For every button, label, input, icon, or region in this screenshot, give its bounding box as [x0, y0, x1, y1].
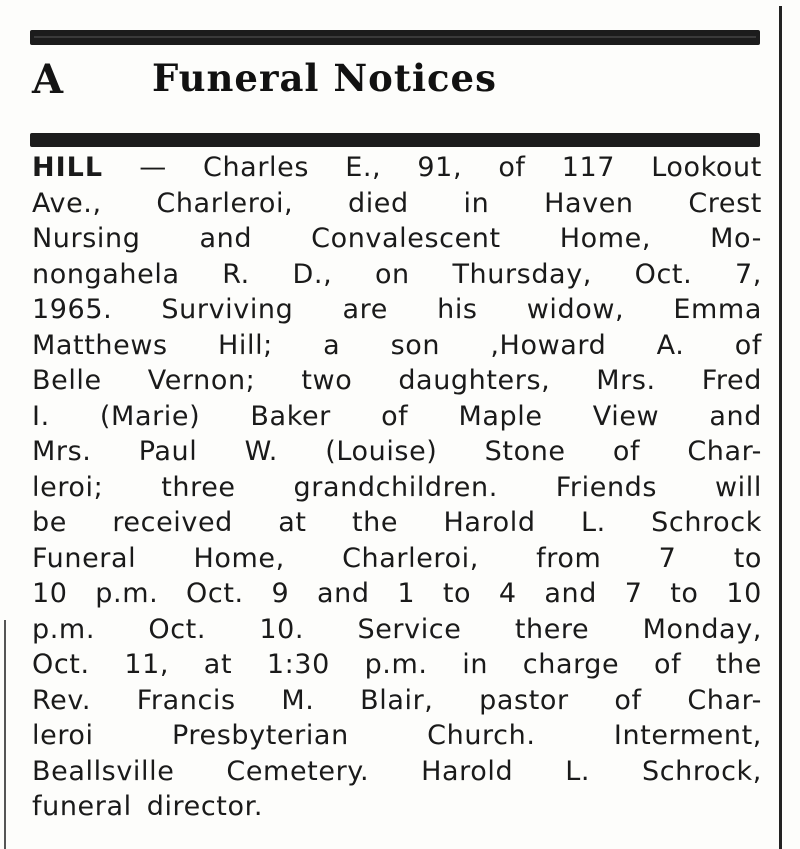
notice-word: 10 — [32, 578, 68, 609]
notice-word: 117 — [561, 152, 616, 183]
notice-line — [32, 292, 762, 328]
notice-word: (Marie) — [99, 400, 201, 432]
notice-word: received — [112, 507, 233, 538]
notice-word: leroi — [32, 720, 94, 751]
notice-word: Funeral — [32, 542, 137, 574]
obituary-notice — [32, 150, 762, 825]
notice-line — [32, 612, 762, 648]
notice-line — [32, 434, 762, 470]
notice-word: Oct. — [186, 578, 244, 609]
notice-word: L. — [565, 755, 591, 787]
notice-word: of — [734, 329, 762, 361]
notice-word: nongahela — [32, 258, 180, 290]
notice-word: on — [374, 258, 410, 290]
notice-word: Maple — [458, 400, 543, 432]
notice-word: the — [351, 507, 399, 538]
notice-word: Surviving — [161, 294, 294, 325]
notice-word: Crest — [688, 187, 762, 219]
notice-word: E., — [345, 152, 382, 183]
notice-word: 7 — [658, 542, 677, 574]
notice-word: of — [614, 684, 642, 716]
notice-word: Francis — [136, 684, 236, 716]
notice-word: from — [536, 542, 602, 574]
notice-word: Schrock — [651, 507, 762, 538]
notice-word: p.m. — [364, 649, 428, 680]
notice-word: Haven — [544, 187, 634, 219]
notice-word: will — [714, 471, 762, 503]
notice-word: Matthews — [32, 329, 168, 361]
notice-word: a — [323, 329, 341, 361]
notice-word: died — [347, 187, 409, 219]
notice-word: I. — [32, 400, 50, 432]
notice-word: to — [670, 578, 699, 609]
notice-word: Friends — [555, 471, 658, 503]
notice-word: three — [161, 471, 236, 503]
notice-word: HILL — [32, 152, 104, 183]
notice-word: Charleroi, — [342, 542, 479, 574]
notice-word: Interment, — [613, 720, 762, 751]
notice-word: Mrs. — [596, 365, 656, 396]
notice-word: Monday, — [642, 613, 762, 645]
clipping-right-edge-line — [779, 6, 782, 849]
notice-word: Emma — [673, 294, 762, 325]
notice-word: A. — [656, 329, 685, 361]
clipping-left-edge-line — [4, 620, 6, 849]
notice-word: 1 — [397, 578, 416, 609]
notice-word: pastor — [479, 684, 569, 716]
notice-word: two — [301, 365, 353, 396]
top-rule — [30, 30, 760, 45]
notice-word: 91, — [417, 152, 463, 183]
notice-line — [32, 399, 762, 435]
notice-word: of — [612, 436, 641, 467]
notice-word: W. — [244, 436, 278, 467]
notice-word: of — [498, 152, 526, 183]
notice-word: Convalescent — [311, 223, 501, 254]
notice-line — [32, 470, 762, 506]
notice-line — [32, 221, 762, 257]
notice-word: Char- — [687, 436, 762, 467]
notice-word: Char- — [687, 684, 762, 716]
notice-word: Home, — [193, 542, 285, 574]
notice-word: Belle — [32, 365, 102, 396]
heading-rule — [30, 133, 760, 147]
notice-word: in — [462, 649, 489, 680]
notice-word: in — [463, 187, 490, 219]
notice-word: at — [278, 507, 307, 538]
notice-word: the — [715, 649, 762, 680]
notice-word: son — [390, 329, 441, 361]
notice-word: Thursday, — [452, 258, 592, 290]
notice-word: be — [32, 507, 67, 538]
notice-word: Home, — [559, 223, 652, 254]
notice-word: daughters, — [398, 365, 551, 396]
notice-word: Nursing — [32, 223, 141, 254]
notice-word: ,Howard — [490, 329, 607, 361]
section-heading — [30, 52, 760, 112]
notice-word: Oct. — [634, 258, 693, 290]
notice-word: Harold — [443, 507, 536, 538]
notice-line — [32, 150, 762, 186]
notice-word: Service — [357, 613, 462, 645]
notice-line — [32, 754, 762, 790]
notice-word: 10. — [259, 613, 305, 645]
notice-word: of — [653, 649, 682, 680]
notice-word: — — [139, 152, 167, 183]
notice-word: (Louise) — [325, 436, 438, 467]
notice-word: 1:30 — [266, 649, 330, 680]
notice-word: Schrock, — [641, 755, 762, 787]
notice-word: leroi; — [32, 471, 104, 503]
notice-word: to — [442, 578, 472, 609]
notice-word: Charles — [203, 152, 310, 183]
notice-word: Lookout — [651, 152, 762, 183]
section-letter: A — [32, 56, 64, 103]
notice-word: 9 — [271, 578, 290, 609]
notice-word: D., — [292, 258, 333, 290]
notice-word: Hill; — [217, 329, 273, 361]
notice-word: Ave., — [32, 187, 102, 219]
notice-line — [32, 328, 762, 364]
notice-word: 7 — [624, 578, 643, 609]
notice-word: charge — [522, 649, 620, 680]
notice-word: Stone — [484, 436, 566, 467]
notice-word: grandchildren. — [293, 471, 498, 503]
notice-word: Baker — [250, 400, 331, 432]
notice-word: Presbyterian — [172, 720, 349, 751]
notice-word: Paul — [138, 436, 198, 467]
notice-word: Harold — [421, 755, 514, 787]
notice-word: his — [437, 294, 478, 325]
notice-line — [32, 541, 762, 577]
notice-word: and — [199, 223, 253, 254]
notice-word: p.m. — [95, 578, 159, 609]
notice-line — [32, 186, 762, 222]
notice-line — [32, 505, 762, 541]
section-title: Funeral Notices — [152, 56, 497, 100]
notice-word: there — [514, 613, 590, 645]
notice-word: 1965. — [32, 294, 113, 325]
notice-word: Charleroi, — [156, 187, 294, 219]
notice-word: Beallsville — [32, 755, 175, 787]
notice-line — [32, 683, 762, 719]
notice-word: and — [709, 400, 762, 432]
notice-word: director. — [146, 791, 264, 822]
notice-word: p.m. — [32, 613, 96, 645]
notice-word: Cemetery. — [226, 755, 370, 787]
notice-word: to — [733, 542, 762, 574]
notice-word: R. — [222, 258, 250, 290]
notice-word: Blair, — [360, 684, 434, 716]
notice-word: at — [203, 649, 233, 680]
notice-word: funeral — [32, 791, 132, 822]
notice-word: and — [316, 578, 370, 609]
notice-word: are — [342, 294, 388, 325]
notice-word: 10 — [726, 578, 762, 609]
notice-word: 11, — [124, 649, 170, 680]
notice-word: Fred — [701, 365, 762, 396]
notice-line — [32, 257, 762, 293]
notice-word: widow, — [526, 294, 625, 325]
notice-word: of — [381, 400, 409, 432]
notice-word: Oct. — [148, 613, 207, 645]
notice-word: Mo- — [710, 223, 762, 254]
notice-word: Mrs. — [32, 436, 92, 467]
notice-word: M. — [281, 684, 315, 716]
notice-word: Church. — [427, 720, 536, 751]
notice-word: L. — [580, 507, 606, 538]
notice-word: Rev. — [32, 684, 92, 716]
notice-line — [32, 718, 762, 754]
notice-word: View — [592, 400, 660, 432]
notice-line — [32, 363, 762, 399]
notice-line — [32, 576, 762, 612]
notice-word: 4 — [498, 578, 517, 609]
notice-word: Oct. — [32, 649, 90, 680]
notice-word: Vernon; — [147, 365, 256, 396]
notice-word: 7, — [734, 258, 762, 290]
notice-line — [32, 789, 762, 825]
notice-line — [32, 647, 762, 683]
notice-word: and — [544, 578, 597, 609]
